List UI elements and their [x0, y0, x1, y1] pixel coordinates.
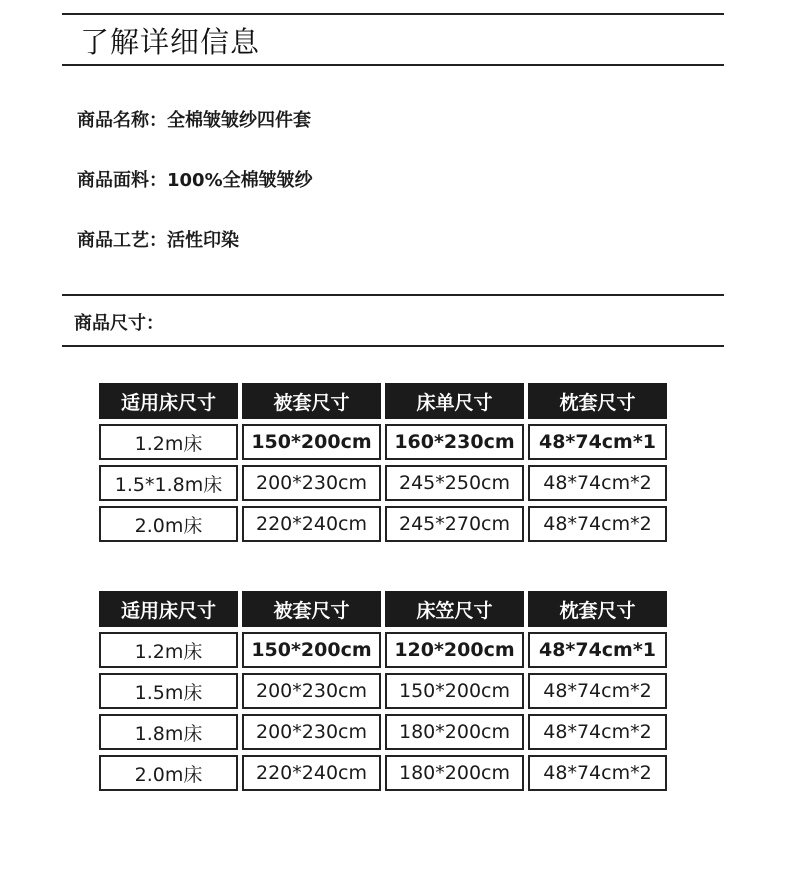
- table-row: [99, 632, 667, 668]
- table-row: [99, 506, 667, 542]
- cell-pillowcase-size: 48*74cm*1: [528, 424, 667, 460]
- info-craft-label: 商品工艺：: [77, 230, 167, 251]
- table-row: [99, 424, 667, 460]
- info-name-value: 全棉皱皱纱四件套: [167, 110, 311, 131]
- cell-bed-size: 1.2m床: [99, 632, 238, 668]
- cell-sheet-size: 245*270cm: [385, 506, 524, 542]
- cell-fitted-sheet-size: 150*200cm: [385, 673, 524, 709]
- cell-bed-size: 1.5*1.8m床: [99, 465, 238, 501]
- cell-bed-size: 2.0m床: [99, 506, 238, 542]
- info-craft-value: 活性印染: [167, 230, 239, 251]
- cell-duvet-size: 150*200cm: [242, 424, 381, 460]
- cell-bed-size: 1.5m床: [99, 673, 238, 709]
- cell-duvet-size: 200*230cm: [242, 465, 381, 501]
- cell-fitted-sheet-size: 180*200cm: [385, 714, 524, 750]
- cell-duvet-size: 220*240cm: [242, 506, 381, 542]
- top-rule: [62, 13, 724, 15]
- cell-duvet-size: 200*230cm: [242, 714, 381, 750]
- cell-fitted-sheet-size: 180*200cm: [385, 755, 524, 791]
- cell-duvet-size: 150*200cm: [242, 632, 381, 668]
- cell-sheet-size: 160*230cm: [385, 424, 524, 460]
- cell-pillowcase-size: 48*74cm*2: [528, 673, 667, 709]
- info-fabric: [77, 166, 313, 192]
- cell-bed-size: 1.2m床: [99, 424, 238, 460]
- cell-pillowcase-size: 48*74cm*2: [528, 714, 667, 750]
- size-bottom-rule: [62, 345, 724, 347]
- header-pillowcase-size: 枕套尺寸: [528, 383, 667, 419]
- cell-pillowcase-size: 48*74cm*2: [528, 755, 667, 791]
- header-duvet-size: 被套尺寸: [242, 591, 381, 627]
- size-table-sheet: [95, 378, 671, 547]
- header-duvet-size: 被套尺寸: [242, 383, 381, 419]
- table-row: [99, 755, 667, 791]
- info-name-label: 商品名称：: [77, 110, 167, 131]
- cell-bed-size: 2.0m床: [99, 755, 238, 791]
- info-fabric-label: 商品面料：: [77, 170, 167, 191]
- cell-sheet-size: 245*250cm: [385, 465, 524, 501]
- cell-fitted-sheet-size: 120*200cm: [385, 632, 524, 668]
- info-craft: [77, 226, 239, 252]
- header-bed-size: 适用床尺寸: [99, 383, 238, 419]
- table-header-row: [99, 591, 667, 627]
- table-header-row: [99, 383, 667, 419]
- header-fitted-sheet-size: 床笠尺寸: [385, 591, 524, 627]
- table-row: [99, 673, 667, 709]
- header-bed-size: 适用床尺寸: [99, 591, 238, 627]
- cell-bed-size: 1.8m床: [99, 714, 238, 750]
- header-pillowcase-size: 枕套尺寸: [528, 591, 667, 627]
- size-section-title: 商品尺寸：: [74, 313, 164, 334]
- page-title: 了解详细信息: [80, 25, 261, 59]
- cell-duvet-size: 220*240cm: [242, 755, 381, 791]
- cell-duvet-size: 200*230cm: [242, 673, 381, 709]
- title-divider: [62, 64, 724, 66]
- info-fabric-value: 100%全棉皱皱纱: [167, 170, 313, 191]
- cell-pillowcase-size: 48*74cm*1: [528, 632, 667, 668]
- table-row: [99, 465, 667, 501]
- cell-pillowcase-size: 48*74cm*2: [528, 506, 667, 542]
- info-name: [77, 106, 311, 132]
- cell-pillowcase-size: 48*74cm*2: [528, 465, 667, 501]
- size-table-fitted: [95, 586, 671, 796]
- header-sheet-size: 床单尺寸: [385, 383, 524, 419]
- table-row: [99, 714, 667, 750]
- size-top-rule: [62, 294, 724, 296]
